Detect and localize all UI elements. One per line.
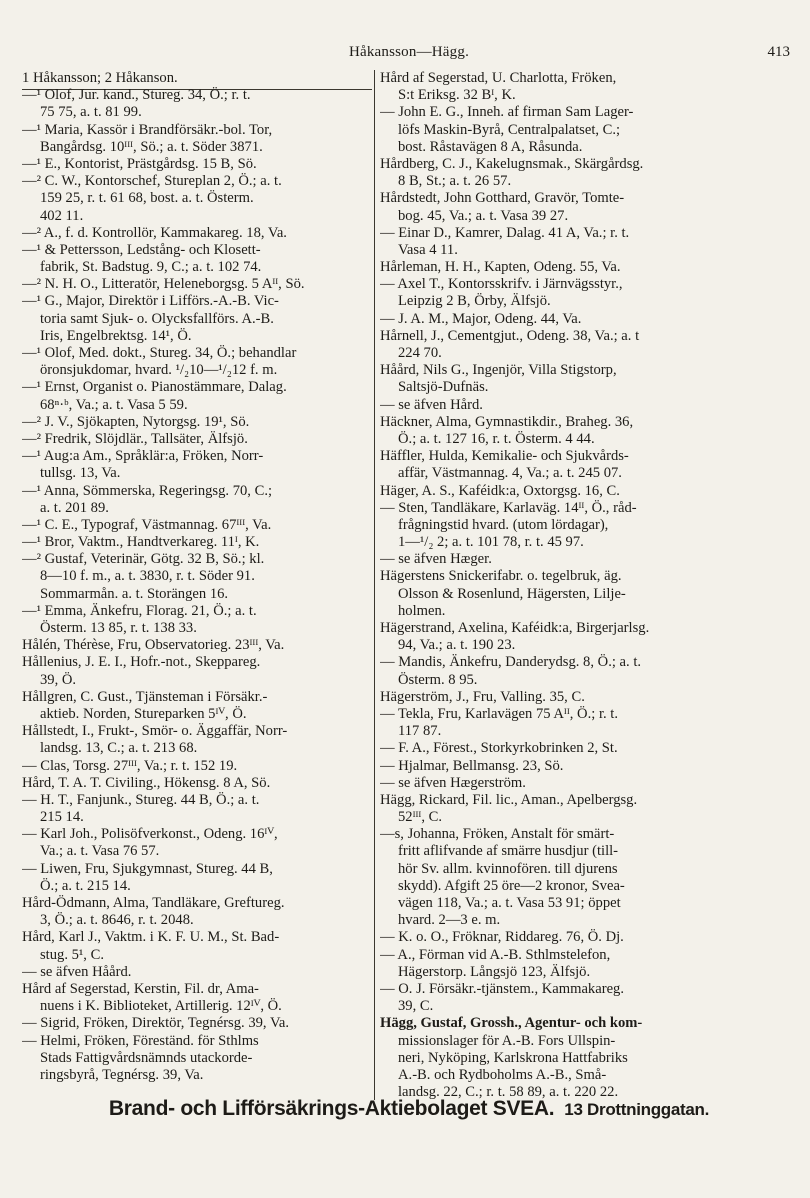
running-title: Håkansson—Hägg. [348,44,470,60]
directory-line: Hägg, Gustaf, Grossh., Agentur- och kom- [380,1015,643,1032]
directory-line: — Clas, Torsg. 27ᴵᴵᴵ, Va.; r. t. 152 19. [22,757,238,774]
directory-line: — Helmi, Fröken, Föreständ. för Sthlms [22,1032,259,1049]
directory-line: löfs Maskin-Byrå, Centralpalatset, C.; [398,121,621,138]
directory-line: 52ᴵᴵᴵ, C. [398,809,443,826]
left-column [22,70,374,1084]
directory-line: landsg. 13, C.; a. t. 213 68. [40,740,198,757]
directory-line: a. t. 201 89. [40,499,109,516]
directory-line: Hårnell, J., Cementgjut., Odeng. 38, Va.; a. t [380,327,640,344]
directory-line: —¹ Aug:a Am., Språklär:a, Fröken, Norr- [22,448,264,465]
directory-line: —¹ G., Major, Direktör i Lifförs.-A.-B. Vic- [22,293,279,310]
directory-line: affär, Västmannag. 4, Va.; a. t. 245 07. [398,465,622,482]
directory-line: öronsjukdomar, hvard. ¹/₂10—¹/₂12 f. m. [40,362,278,379]
column-divider [374,70,375,1100]
directory-line: —¹ Ernst, Organist o. Pianostämmare, Dalag. [22,379,287,396]
directory-line: — H. T., Fanjunk., Stureg. 44 B, Ö.; a. t. [22,791,260,808]
directory-line: Håård, Nils G., Ingenjör, Villa Stigstorp, [380,362,617,379]
directory-line: Hägerstens Snickerifabr. o. tegelbruk, äg. [380,568,622,585]
directory-line: — Tekla, Fru, Karlavägen 75 Aᴵᴵ, Ö.; r. t. [380,705,618,722]
directory-line: 75 75, a. t. 81 99. [40,104,142,121]
directory-line: — Hjalmar, Bellmansg. 23, Sö. [380,757,564,774]
directory-line: 117 87. [398,723,442,740]
directory-line: —¹ Bror, Vaktm., Handtverkareg. 11ᴵ, K. [22,534,260,551]
directory-line: Häckner, Alma, Gymnastikdir., Braheg. 36, [380,413,634,430]
directory-line: 39, C. [398,998,434,1015]
directory-line: — O. J. Försäkr.-tjänstem., Kammakareg. [380,980,624,997]
directory-line: —² A., f. d. Kontrollör, Kammakareg. 18, Va. [22,224,287,241]
directory-line: —² C. W., Kontorschef, Stureplan 2, Ö.; a. t. [22,173,282,190]
directory-line: 8 B, St.; a. t. 26 57. [398,173,512,190]
directory-line: — se äfven Hård. [380,396,483,413]
directory-line: Österm. 8 95. [398,671,478,688]
directory-line: Hägg, Rickard, Fil. lic., Aman., Apelbergsg. [380,791,638,808]
directory-line: — Einar D., Kamrer, Dalag. 41 A, Va.; r. t. [380,224,630,241]
directory-line: Hårdstedt, John Gotthard, Gravör, Tomte- [380,190,625,207]
page-number: 413 [767,44,790,60]
directory-line: holmen. [398,602,446,619]
directory-line: neri, Nyköping, Karlskrona Hattfabriks [398,1049,628,1066]
directory-line: — K. o. O., Fröknar, Riddareg. 76, Ö. Dj. [380,929,624,946]
directory-line: 3, Ö.; a. t. 8646, r. t. 2048. [40,912,194,929]
directory-line: Hållstedt, I., Frukt-, Smör- o. Äggaffär, Norr- [22,723,288,740]
directory-line: Leipzig 2 B, Örby, Älfsjö. [398,293,551,310]
directory-line: —¹ C. E., Typograf, Västmannag. 67ᴵᴵᴵ, Va. [22,516,272,533]
directory-line: Sommarmån. a. t. Storängen 16. [40,585,229,602]
directory-line: Hård-Ödmann, Alma, Tandläkare, Greftureg. [22,895,285,911]
directory-line: — Axel T., Kontorsskrifv. i Järnvägsstyr., [380,276,623,293]
advertisement-text: Brand- och Lifförsäkrings-Aktiebolaget SVEA. [108,1097,555,1120]
directory-line: Hårleman, H. H., Kapten, Odeng. 55, Va. [380,259,621,276]
directory-line: Stads Fattigvårdsnämnds utackorde- [40,1049,253,1066]
footer-advertisement [28,1097,790,1121]
directory-line: —¹ Emma, Änkefru, Florag. 21, Ö.; a. t. [22,602,257,619]
directory-line: landsg. 22, C.; r. t. 58 89, a. t. 220 22. [398,1084,619,1101]
directory-line: —² J. V., Sjökapten, Nytorgsg. 19¹, Sö. [22,413,250,430]
directory-line: Häger, A. S., Kaféidk:a, Oxtorgsg. 16, C. [380,482,620,499]
directory-line: Hård, Karl J., Vaktm. i K. F. U. M., St. Bad- [22,929,280,946]
directory-line: — se äfven Hæger. [380,551,492,568]
directory-line: Hård, T. A. T. Civiling., Hökensg. 8 A, Sö. [22,774,271,791]
directory-line: Hårdberg, C. J., Kakelugnsmak., Skärgårdsg. [380,155,644,172]
directory-line: — A., Förman vid A.-B. Sthlmstelefon, [380,946,611,963]
directory-line: 402 11. [40,207,84,224]
directory-line: —¹ E., Kontorist, Prästgårdsg. 15 B, Sö. [22,155,257,172]
directory-line: —¹ Anna, Sömmerska, Regeringsg. 70, C.; [22,482,273,499]
directory-line: stug. 5¹, C. [40,946,104,963]
directory-line: — Sten, Tandläkare, Karlaväg. 14ᴵᴵ, Ö., råd- [380,499,637,516]
directory-line: Ö.; a. t. 127 16, r. t. Österm. 4 44. [398,430,595,447]
directory-line: 159 25, r. t. 61 68, bost. a. t. Österm. [40,190,254,207]
directory-line: Hård af Segerstad, U. Charlotta, Fröken, [380,70,617,86]
directory-line: 94, Va.; a. t. 190 23. [398,637,516,654]
directory-line: Bangårdsg. 10ᴵᴵᴵ, Sö.; a. t. Söder 3871. [40,138,263,155]
directory-line: Hägerstrand, Axelina, Kaféidk:a, Birgerjarlsg. [380,620,650,636]
directory-line: —¹ Olof, Jur. kand., Stureg. 34, Ö.; r. t. [22,87,251,104]
directory-line: — se äfven Hægerström. [380,774,526,791]
directory-line: Olsson & Rosenlund, Hägersten, Lilje- [398,585,626,602]
directory-line: Va.; a. t. Vasa 76 57. [40,843,160,860]
directory-line: Vasa 4 11. [398,241,458,258]
directory-line: Hård af Segerstad, Kerstin, Fil. dr, Ama- [22,980,259,997]
page-header [28,44,790,64]
directory-line: Häffler, Hulda, Kemikalie- och Sjukvårds- [380,448,629,465]
directory-line: fritt aflifvande af smärre husdjur (till- [398,843,619,860]
directory-line: tullsg. 13, Va. [40,465,121,482]
directory-line: missionslager för A.-B. Fors Ullspin- [398,1032,616,1049]
directory-line: aktieb. Norden, Stureparken 5ᴵⱽ, Ö. [40,705,247,722]
directory-line: —¹ & Pettersson, Ledstång- och Klosett- [22,241,261,258]
directory-line: Ö.; a. t. 215 14. [40,877,131,894]
directory-line: — Liwen, Fru, Sjukgymnast, Stureg. 44 B, [22,860,273,877]
directory-line: Hållenius, J. E. I., Hofr.-not., Skeppareg. [22,654,261,671]
directory-line: vägen 118, Va.; a. t. Vasa 53 91; öppet [398,895,621,911]
directory-line: Hägerström, J., Fru, Valling. 35, C. [380,688,585,705]
directory-line: —² N. H. O., Litteratör, Heleneborgsg. 5 Aᴵᴵ, Sö. [22,276,305,293]
directory-line: Hållgren, C. Gust., Tjänsteman i Försäkr.- [22,688,268,705]
directory-line: — John E. G., Inneh. af firman Sam Lager- [380,104,634,121]
directory-line: Österm. 13 85, r. t. 138 33. [40,620,197,636]
right-column [380,70,790,1101]
directory-line: skydd). Afgift 25 öre—2 kronor, Svea- [398,877,625,894]
directory-line: hör Sv. allm. kvinnofören. till djurens [398,860,618,877]
directory-line: 215 14. [40,809,84,826]
directory-line: —² Gustaf, Veterinär, Götg. 32 B, Sö.; kl. [22,551,265,568]
directory-line: 224 70. [398,345,442,361]
directory-line: — Mandis, Änkefru, Danderydsg. 8, Ö.; a. t. [380,654,642,671]
directory-line: — Sigrid, Fröken, Direktör, Tegnérsg. 39, Va. [22,1015,289,1032]
directory-line: 39, Ö. [40,671,77,688]
directory-line: 8—10 f. m., a. t. 3830, r. t. Söder 91. [40,568,255,585]
directory-line: A.-B. och Rydboholms A.-B., Små- [398,1066,607,1083]
directory-line: 1—¹/₂ 2; a. t. 101 78, r. t. 45 97. [398,534,584,551]
directory-line: Hålén, Thérèse, Fru, Observatorieg. 23ᴵᴵᴵ, Va. [22,637,285,654]
directory-line: — se äfven Håård. [22,963,132,980]
directory-line: S:t Eriksg. 32 Bᴵ, K. [398,87,516,104]
directory-line: —s, Johanna, Fröken, Anstalt för smärt- [380,826,615,843]
directory-line: nuens i K. Biblioteket, Artillerig. 12ᴵⱽ, Ö. [40,998,282,1015]
directory-line: 68ⁿ·ᵇ, Va.; a. t. Vasa 5 59. [40,396,188,413]
directory-line: Hägerstorp. Långsjö 123, Älfsjö. [398,963,591,980]
directory-line: frågningstid hvard. (utom lördagar), [398,516,609,533]
directory-line: —¹ Maria, Kassör i Brandförsäkr.-bol. Tor, [22,121,273,138]
directory-line: bost. Råstavägen 8 A, Råsunda. [398,138,583,155]
directory-line: — F. A., Förest., Storkyrkobrinken 2, St. [380,740,618,757]
directory-line: toria samt Sjuk- o. Olycksfallförs. A.-B. [40,310,274,327]
directory-line: —¹ Olof, Med. dokt., Stureg. 34, Ö.; behandlar [22,345,297,361]
directory-line: hvard. 2—3 e. m. [398,912,501,929]
directory-line: — J. A. M., Major, Odeng. 44, Va. [380,310,582,327]
directory-line: ringsbyrå, Tegnérsg. 39, Va. [40,1066,204,1083]
directory-line: 1 Håkansson; 2 Håkanson. [22,70,178,86]
directory-line: —² Fredrik, Slöjdlär., Tallsäter, Älfsjö. [22,430,248,447]
directory-line: bog. 45, Va.; a. t. Vasa 39 27. [398,207,569,224]
directory-line: — Karl Joh., Polisöfverkonst., Odeng. 16ᴵⱽ, [22,826,278,843]
directory-line: Iris, Engelbrektsg. 14¹, Ö. [40,327,192,344]
directory-line: Saltsjö-Dufnäs. [398,379,489,396]
advertisement-address: 13 Drottninggatan. [564,1100,710,1119]
directory-line: fabrik, St. Badstug. 9, C.; a. t. 102 74. [40,259,262,276]
